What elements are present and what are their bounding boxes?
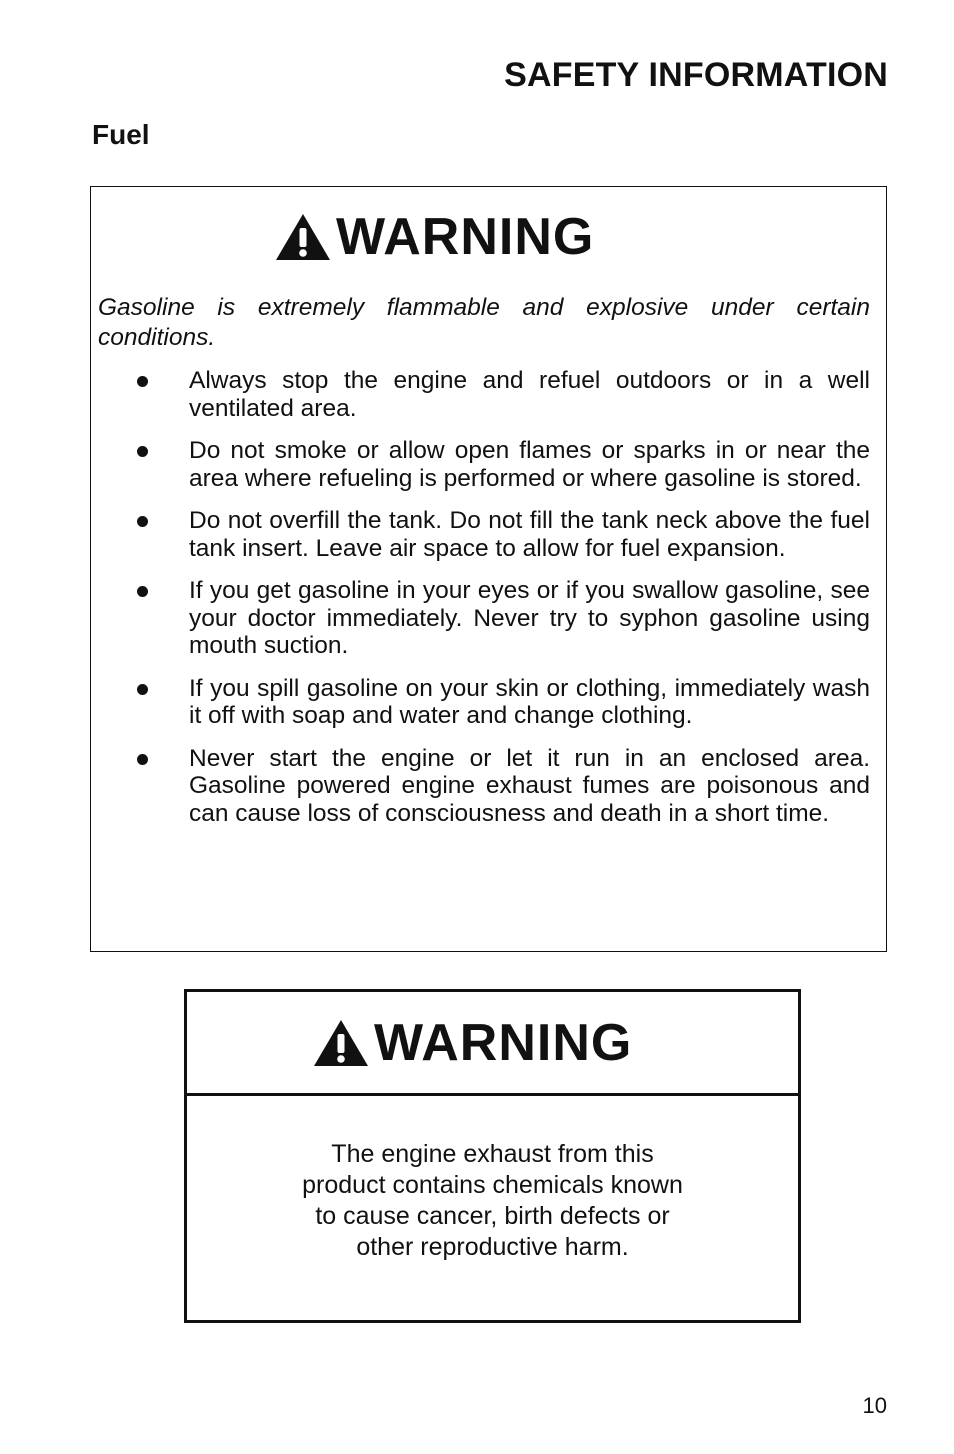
bullet-icon [137, 376, 148, 387]
bullet-icon [137, 754, 148, 765]
fuel-warning-box [90, 186, 887, 952]
prop65-warning-header [187, 992, 798, 1096]
list-item: If you spill gasoline on your skin or clothing, immediately wash it off with soap and water and change clothing. [91, 675, 870, 730]
list-item: If you get gasoline in your eyes or if you swallow gasoline, see your doctor immediately. Never try to syphon gasoline using mouth suction. [91, 577, 870, 660]
warning-triangle-icon [312, 1018, 370, 1068]
page-number: 10 [862, 1393, 887, 1418]
warning-heading-label: WARNING [374, 1014, 633, 1072]
prop65-line: other reproductive harm. [356, 1233, 629, 1261]
section-title: Fuel [92, 119, 150, 150]
warning-intro: Gasoline is extremely flammable and explosive under certain conditions. [98, 294, 870, 351]
page-header-title: SAFETY INFORMATION [504, 56, 888, 94]
list-item: Do not smoke or allow open flames or sparks in or near the area where refueling is performed or where gasoline is stored. [91, 437, 870, 492]
prop65-line: The engine exhaust from this [331, 1140, 654, 1168]
bullet-icon [137, 446, 148, 457]
bullet-icon [137, 516, 148, 527]
bullet-icon [137, 586, 148, 597]
warning-heading [312, 1014, 633, 1072]
warning-heading-label: WARNING [336, 208, 595, 266]
prop65-line: product contains chemicals known [302, 1171, 683, 1199]
prop65-line: to cause cancer, birth defects or [315, 1202, 670, 1230]
warning-heading [274, 208, 595, 266]
list-item: Never start the engine or let it run in an enclosed area. Gasoline powered engine exhaust fumes are poisonous and can cause loss of consciousness and death in a short time. [91, 745, 870, 828]
warning-triangle-icon [274, 212, 332, 262]
bullet-icon [137, 684, 148, 695]
prop65-warning-box [184, 989, 801, 1323]
prop65-warning-text [187, 1139, 798, 1263]
warning-bullet-list [91, 367, 870, 842]
list-item: Do not overfill the tank. Do not fill the tank neck above the fuel tank insert. Leave air space to allow for fuel expansion. [91, 507, 870, 562]
list-item: Always stop the engine and refuel outdoors or in a well ventilated area. [91, 367, 870, 422]
